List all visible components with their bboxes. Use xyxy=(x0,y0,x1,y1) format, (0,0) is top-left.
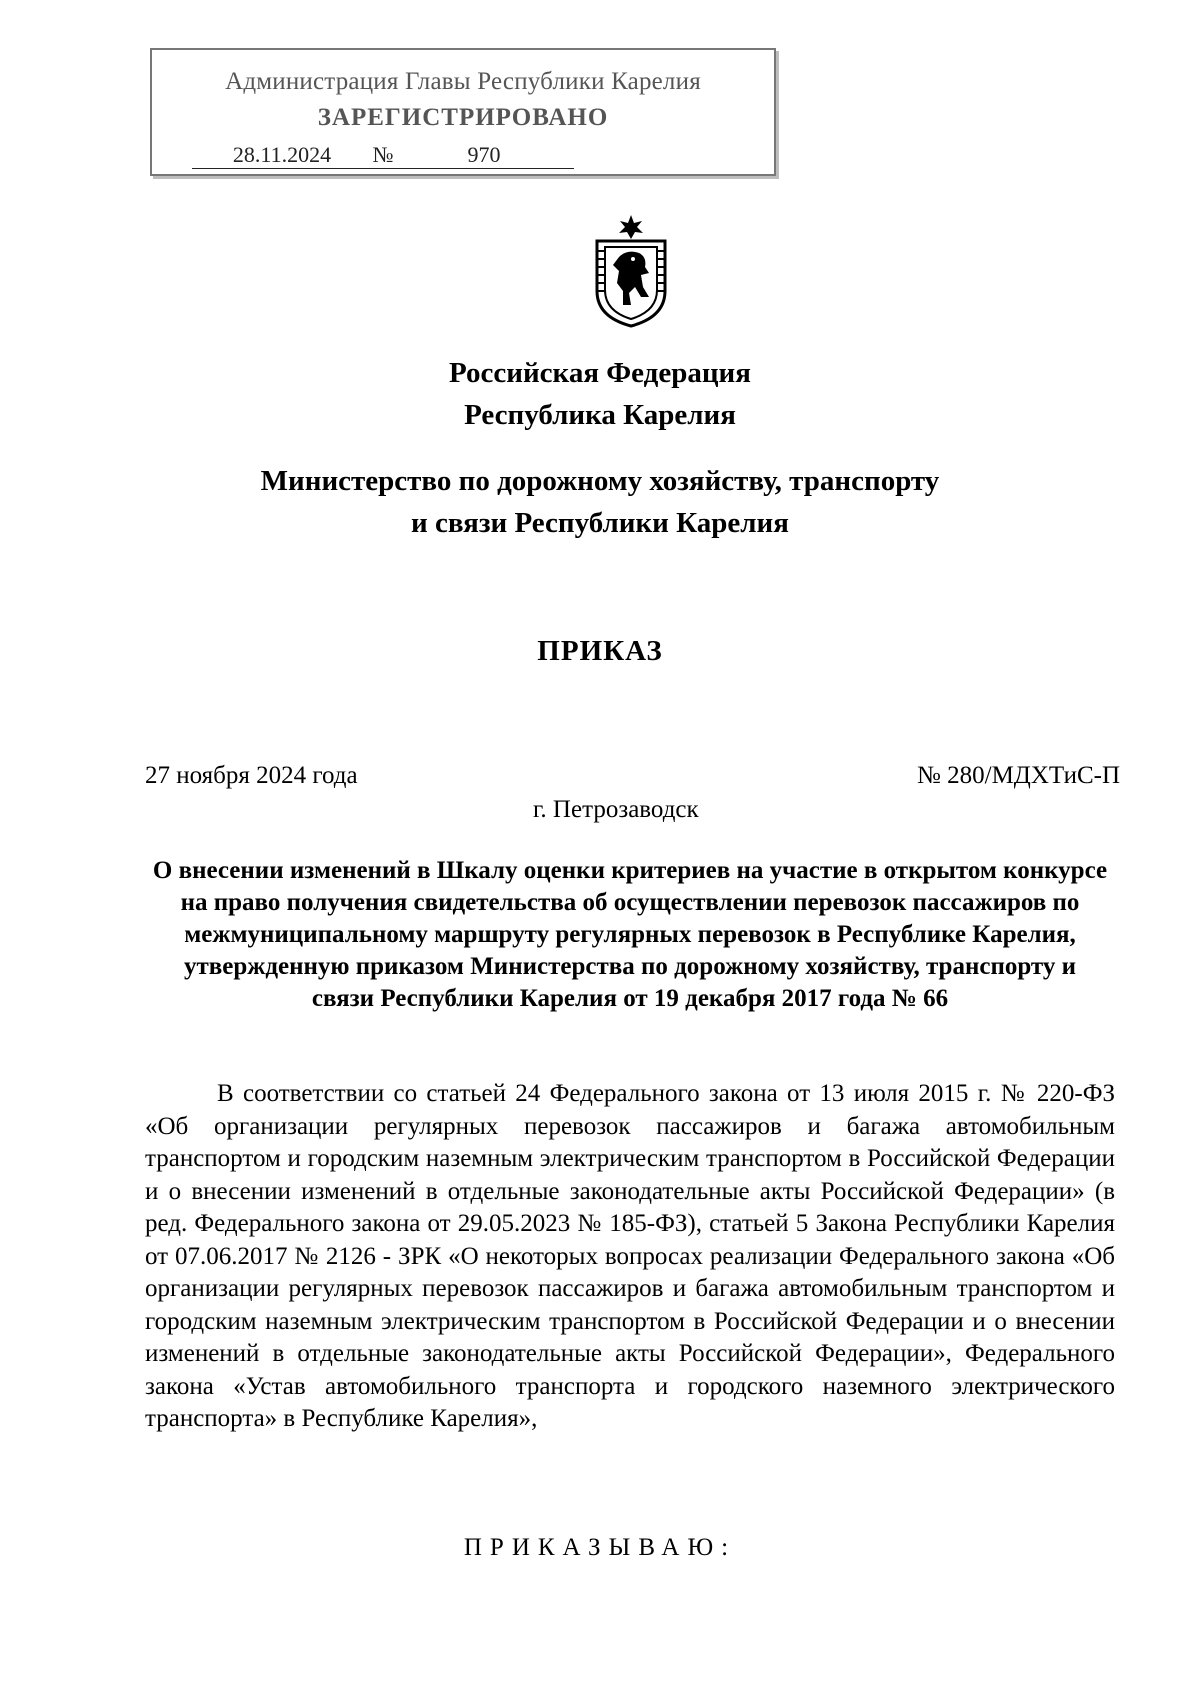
document-type: ПРИКАЗ xyxy=(537,635,663,667)
registration-stamp xyxy=(150,48,776,176)
document-date: 27 ноября 2024 года xyxy=(145,762,358,789)
decree-heading: ПРИКАЗЫВАЮ: xyxy=(463,1534,737,1561)
stamp-date: 28.11.2024 xyxy=(192,142,372,169)
stamp-number: 970 xyxy=(394,142,574,169)
stamp-status: ЗАРЕГИСТРИРОВАНО xyxy=(317,104,609,131)
stamp-registration-line xyxy=(192,142,574,169)
document-body: В соответствии со статьей 24 Федерального закона от 13 июля 2015 г. № 220-ФЗ «Об организации регулярных перевозок пассажиров и багажа автомобильным транспортом и городским наземным электрическим транспортом в Российской Федерации и о внесении изменений в отдельные законодательные акты Российской Федерации» (в ред. Федерального закона от 29.05.2023 № 185-ФЗ), статьей 5 Закона Республики Карелия от 07.06.2017 № 2126 - ЗРК «О некоторых вопросах реализации Федерального закона «Об организации регулярных перевозок пассажиров и багажа автомобильным транспортом и городским наземным электрическим транспортом в Российской Федерации и о внесении изменений в отдельные законодательные акты Российской Федерации», Федерального закона «Устав автомобильного транспорта и городского наземного электрического транспорта» в Республике Карелия», xyxy=(145,1080,1115,1432)
document-city: г. Петрозаводск xyxy=(533,796,699,823)
ministry-block xyxy=(0,460,1200,544)
header-block xyxy=(0,352,1200,436)
region-name: Республика Карелия xyxy=(464,399,736,431)
ministry-line-2: и связи Республики Карелия xyxy=(411,507,789,539)
document-number: № 280/МДХТиС-П xyxy=(917,762,1120,789)
karelia-coat-of-arms-icon xyxy=(583,213,679,328)
stamp-number-sign: № xyxy=(372,142,394,167)
stamp-organization: Администрация Главы Республики Карелия xyxy=(225,68,701,95)
document-subject: О внесении изменений в Шкалу оценки критериев на участие в открытом конкурсе на право получения свидетельства об осуществлении перевозок пассажиров по межмуниципальному маршруту регулярных перевозок в Республике Карелия, утвержденную приказом Министерства по дорожному хозяйству, транспорту и связи Республики Карелия от 19 декабря 2017 года № 66 xyxy=(152,857,1108,1012)
ministry-line-1: Министерство по дорожному хозяйству, транспорту xyxy=(260,465,940,497)
country-name: Российская Федерация xyxy=(449,357,751,389)
